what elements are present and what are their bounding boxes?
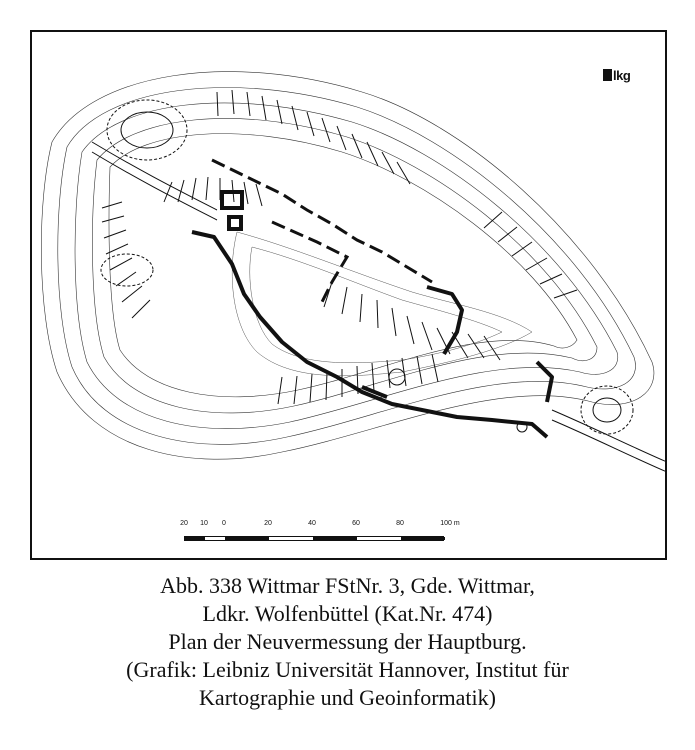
- keep-tower: [222, 192, 242, 229]
- caption-line-2: Ldkr. Wolfenbüttel (Kat.Nr. 474): [202, 601, 493, 626]
- castle-plan: [32, 32, 667, 560]
- scale-tick: 20: [264, 520, 272, 527]
- lkg-logo: [603, 68, 630, 83]
- slope-hachures: [102, 90, 577, 404]
- map-plate: [30, 30, 667, 560]
- caption-line-3: Plan der Neuvermessung der Hauptburg.: [168, 629, 527, 654]
- scale-tick: 60: [352, 520, 360, 527]
- scale-bar: [180, 520, 474, 550]
- scale-tick: 40: [308, 520, 316, 527]
- plateau-contours: [232, 232, 532, 376]
- scale-bar-graphic: [184, 536, 444, 541]
- scale-segment: [185, 537, 205, 540]
- castle-walls: [192, 232, 552, 437]
- caption-line-4: (Grafik: Leibniz Universität Hannover, Institut für: [126, 657, 569, 682]
- scale-tick: 20: [180, 520, 188, 527]
- scale-segment: [401, 537, 445, 540]
- logo-text: lkg: [613, 68, 631, 83]
- scale-segment: [225, 537, 269, 540]
- north-wall-dashed: [212, 160, 432, 302]
- scale-tick: 100 m: [440, 520, 460, 527]
- caption-line-1: Abb. 338 Wittmar FStNr. 3, Gde. Wittmar,: [160, 573, 535, 598]
- scale-tick: 0: [222, 520, 226, 527]
- scale-segment: [313, 537, 357, 540]
- knolls: [101, 100, 633, 434]
- logo-mark-icon: [603, 69, 612, 81]
- figure-caption: [0, 572, 695, 712]
- scale-tick: 80: [396, 520, 404, 527]
- scale-tick: 10: [200, 520, 208, 527]
- caption-line-5: Kartographie und Geoinformatik): [199, 685, 496, 710]
- contour-lines: [41, 72, 654, 460]
- road: [92, 142, 667, 472]
